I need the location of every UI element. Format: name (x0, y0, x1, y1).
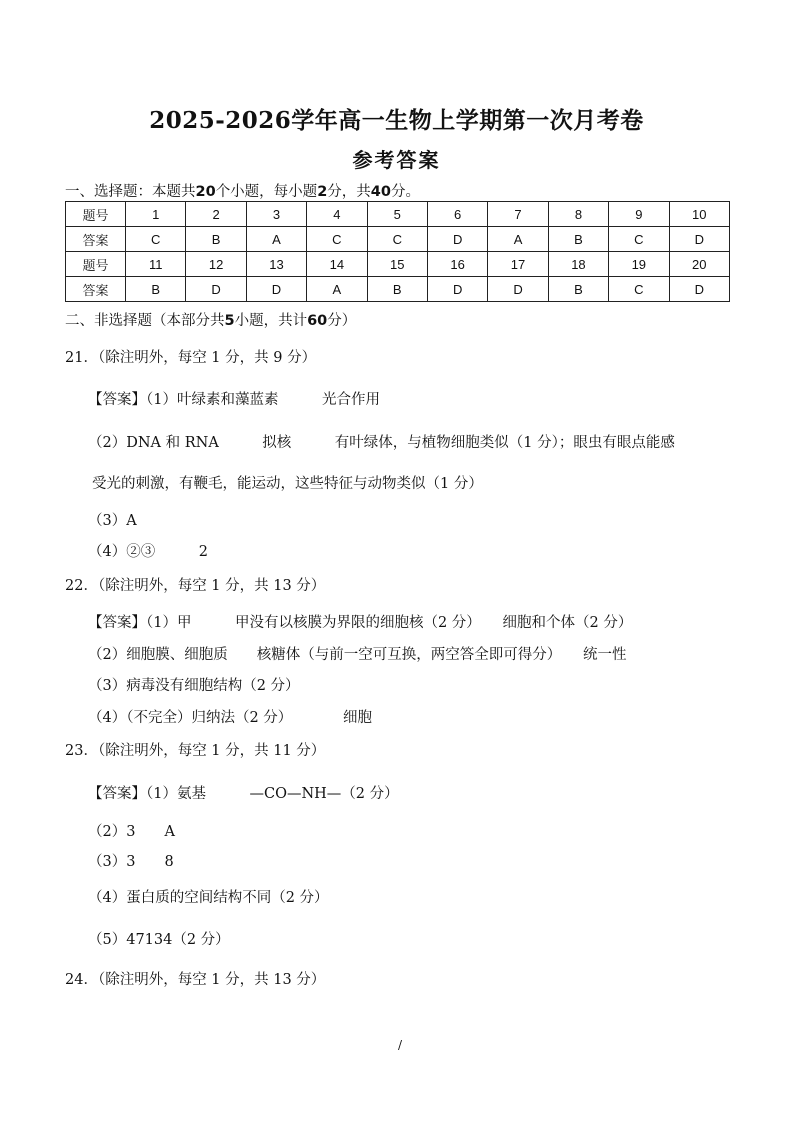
table-cell: 4 (307, 202, 367, 227)
table-cell: B (548, 227, 608, 252)
table-label-answer: 答案 (66, 227, 126, 252)
q21-line-4: （3）A (88, 513, 137, 529)
table-cell: D (427, 227, 487, 252)
q21-line-5: （4）②③ 2 (88, 544, 208, 560)
section1-total: 40 (370, 184, 391, 200)
section1-mid2: 分，共 (327, 184, 371, 200)
table-cell: 20 (669, 252, 729, 277)
table-cell: B (126, 277, 186, 302)
table-cell: 3 (246, 202, 306, 227)
section1-prefix: 一、选择题：本题共 (65, 184, 196, 200)
q21-line-2: （2）DNA 和 RNA 拟核 有叶绿体，与植物细胞类似（1 分）；眼虫有眼点能感 (88, 435, 675, 451)
q21-line-1: 【答案】（1）叶绿素和藻蓝素 光合作用 (88, 392, 380, 408)
section2-prefix: 二、非选择题（本部分共 (65, 313, 225, 329)
table-cell: C (609, 227, 669, 252)
page-subtitle: 参考答案 (352, 148, 441, 172)
table-cell: 19 (609, 252, 669, 277)
q23-line-4: （4）蛋白质的空间结构不同（2 分） (88, 890, 329, 906)
answer-table (65, 201, 730, 302)
table-cell: 15 (367, 252, 427, 277)
section1-heading (65, 180, 420, 201)
q24-heading: 24．（除注明外，每空 1 分，共 13 分） (65, 972, 326, 988)
table-cell: D (186, 277, 246, 302)
table-cell: C (367, 227, 427, 252)
table-cell: A (307, 277, 367, 302)
table-cell: 10 (669, 202, 729, 227)
q23-line-5: （5）47134（2 分） (88, 932, 230, 948)
table-label-answer: 答案 (66, 277, 126, 302)
table-cell: B (548, 277, 608, 302)
section1-points-each: 2 (317, 184, 328, 200)
q21-line-3: 受光的刺激，有鞭毛，能运动，这些特征与动物类似（1 分） (92, 476, 483, 492)
table-label-question: 题号 (66, 202, 126, 227)
table-cell: D (427, 277, 487, 302)
table-cell: B (186, 227, 246, 252)
table-cell: 12 (186, 252, 246, 277)
table-cell: D (669, 227, 729, 252)
table-cell: 9 (609, 202, 669, 227)
section2-heading (65, 309, 356, 330)
table-cell: 17 (488, 252, 548, 277)
table-cell: D (488, 277, 548, 302)
table-row-answers-2 (66, 277, 730, 302)
table-cell: D (246, 277, 306, 302)
q23-line-2: （2）3 A (88, 824, 175, 840)
table-cell: C (307, 227, 367, 252)
section2-total: 60 (307, 313, 328, 329)
section1-mid1: 个小题，每小题 (215, 184, 318, 200)
q22-heading: 22．（除注明外，每空 1 分，共 13 分） (65, 578, 326, 594)
table-row-numbers-1 (66, 202, 730, 227)
table-cell: A (488, 227, 548, 252)
table-cell: C (609, 277, 669, 302)
q22-line-3: （3）病毒没有细胞结构（2 分） (88, 678, 300, 694)
table-cell: 8 (548, 202, 608, 227)
table-cell: 11 (126, 252, 186, 277)
table-cell: 2 (186, 202, 246, 227)
table-cell: 14 (307, 252, 367, 277)
section2-count: 5 (224, 313, 235, 329)
table-cell: 5 (367, 202, 427, 227)
page-number: / (398, 1038, 403, 1052)
page-title: 2025-2026学年高一生物上学期第一次月考卷 (149, 107, 644, 134)
q22-line-1: 【答案】（1）甲 甲没有以核膜为界限的细胞核（2 分） 细胞和个体（2 分） (88, 615, 633, 631)
table-cell: A (246, 227, 306, 252)
table-label-question: 题号 (66, 252, 126, 277)
table-cell: B (367, 277, 427, 302)
table-cell: D (669, 277, 729, 302)
section1-suffix: 分。 (390, 184, 420, 200)
table-cell: 18 (548, 252, 608, 277)
q22-line-4: （4）（不完全）归纳法（2 分） 细胞 (88, 710, 373, 726)
table-cell: 6 (427, 202, 487, 227)
table-cell: 16 (427, 252, 487, 277)
q22-line-2: （2）细胞膜、细胞质 核糖体（与前一空可互换，两空答全即可得分） 统一性 (88, 647, 627, 663)
table-cell: C (126, 227, 186, 252)
section2-suffix: 分） (327, 313, 357, 329)
q21-heading: 21．（除注明外，每空 1 分，共 9 分） (65, 350, 317, 366)
table-row-answers-1 (66, 227, 730, 252)
table-cell: 7 (488, 202, 548, 227)
q23-line-3: （3）3 8 (88, 854, 174, 870)
q23-heading: 23．（除注明外，每空 1 分，共 11 分） (65, 743, 326, 759)
section1-count: 20 (195, 184, 216, 200)
table-cell: 1 (126, 202, 186, 227)
table-cell: 13 (246, 252, 306, 277)
section2-mid: 小题，共计 (234, 313, 308, 329)
q23-line-1: 【答案】（1）氨基 —CO—NH—（2 分） (88, 786, 399, 802)
table-row-numbers-2 (66, 252, 730, 277)
